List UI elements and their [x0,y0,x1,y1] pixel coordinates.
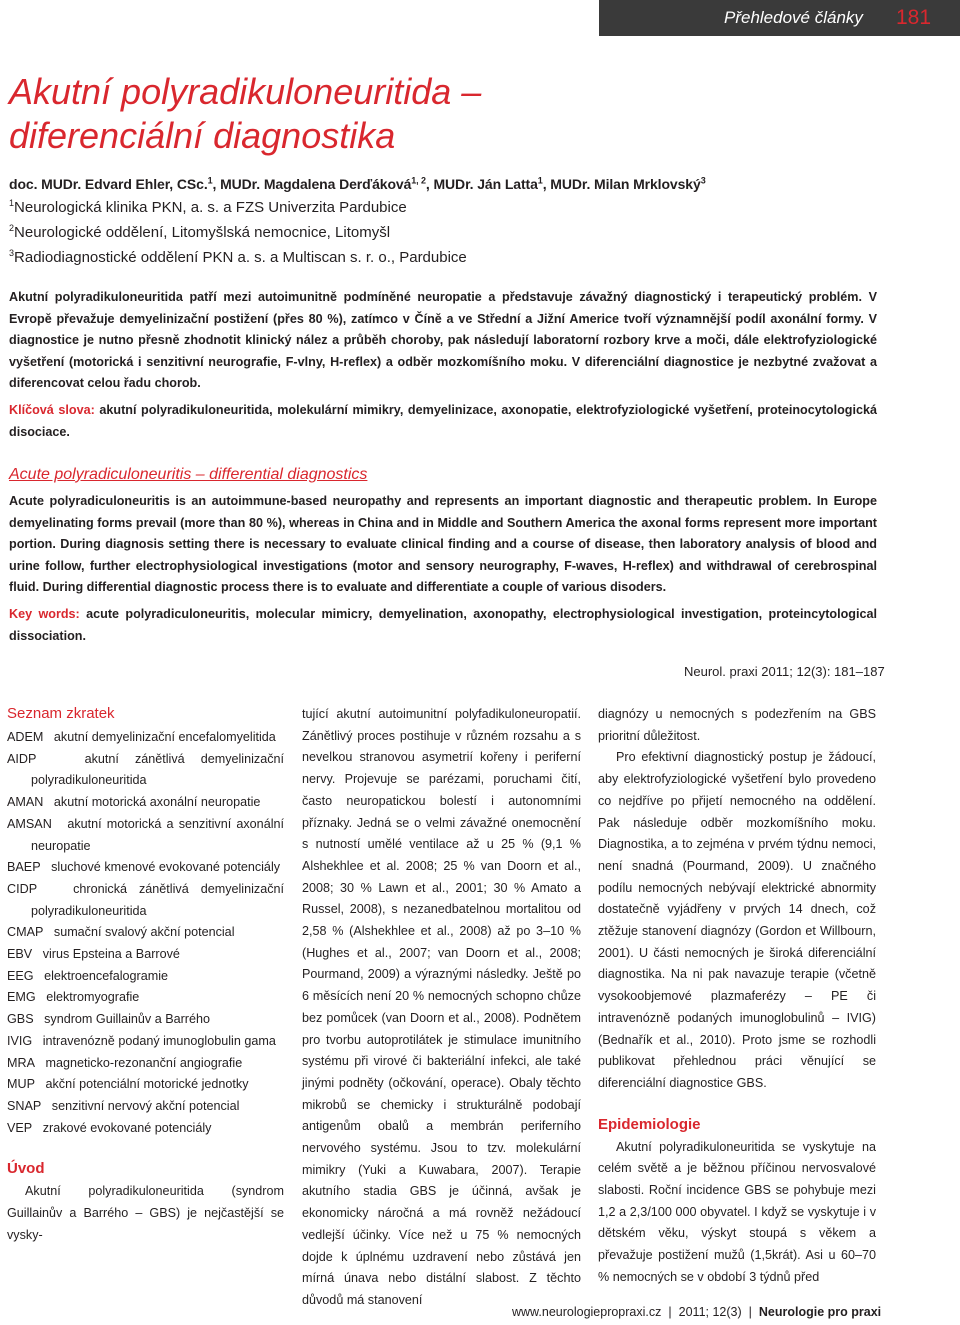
header-bar [599,0,960,36]
affiliation-mark: 2 [9,223,15,233]
keywords-text: acute polyradiculoneuritis, molecular mimicry, demyelination, axonopathy, electrophysiological investigation, proteincytological dissociation. [9,607,877,643]
article-title: Akutní polyradikuloneuritida – diferenciální diagnostika [9,71,482,156]
abbreviation-meaning: zrakové evokované potenciály [42,1120,212,1135]
affiliation-text: Radiodiagnostické oddělení PKN a. s. a Multiscan s. r. o., Pardubice [14,249,467,266]
abbreviation: SNAP [7,1098,42,1113]
abbreviation: CIDP [7,881,38,896]
affiliation [9,199,407,216]
abbreviation-item [7,792,284,814]
abbreviation-meaning: akutní motorická axonální neuropatie [53,795,261,810]
abbreviation: CMAP [7,925,44,940]
abbreviations-heading: Seznam zkratek [7,705,115,722]
footer-url[interactable]: www.neurologiepropraxi.cz [512,1305,662,1319]
abbreviation: EEG [7,968,34,983]
abbreviation-item [7,1031,284,1053]
abbreviation-meaning: intravenózně podaný imunoglobulin gama [42,1033,276,1048]
affiliation-text: Neurologické oddělení, Litomyšlská nemocnice, Litomyšl [14,224,391,241]
abbreviation-item [7,922,284,944]
abbreviation-item [7,1096,284,1118]
abbreviation-item [7,987,284,1009]
keywords-czech [9,400,877,443]
abbreviation-item [7,727,284,749]
abbreviation-item [7,944,284,966]
author-affiliation-mark: 1 [537,175,543,186]
column-3 [598,704,876,1289]
abbreviation-meaning: akční potenciální motorické jednotky [45,1077,249,1092]
abbreviation-meaning: chronická zánětlivá demyelinizační polyradikuloneuritida [31,881,284,918]
abbreviation-item [7,1118,284,1140]
affiliation [9,224,390,241]
abbreviation-item [7,857,284,879]
intro-heading: Úvod [7,1160,45,1178]
author-name: , MUDr. Milan Mrklovský [542,176,701,192]
abbreviation-item [7,966,284,988]
abbreviation: IVIG [7,1033,33,1048]
english-title: Acute polyradiculoneuritis – differential diagnostics [9,466,368,483]
abbreviation-meaning: elektroencefalogramie [44,968,169,983]
abbreviation-item [7,814,284,857]
abbreviation: AMSAN [7,816,52,831]
keywords-text: akutní polyradikuloneuritida, molekulární mimikry, demyelinizace, axonopatie, elektrofyziologické vyšetření, proteinocytologická disociace. [9,403,878,439]
abbreviation-meaning: senzitivní nervový akční potencial [51,1098,240,1113]
intro-paragraph-continued: tující akutní autoimunitní polyfadikuloneuropatií. Zánětlivý proces postihuje v různém rozsahu a s nevelkou stranovou asymetrií kořeny i periferní nervy. Projevuje se parézami, poruchami čití, často neuropatickou bolestí i autonomními příznaky. Jedná se o velmi závažné onemocnění s nutností umělé ventilace až u 25 % (9,1 % Alshekhlee et al. 2008; 25 % van Doorn et al., 2008; 30 % Lawn et al., 2001; 30 % Amato a Russel, 2008), s nezanedbatelnou mortalitou od 2,58 % (Alshekhlee et al., 2008) až po 3–10 % (Hughes et al., 2007; van Doorn et al., 2008; Pourmand, 2009) a výraznými následky. Ještě po 6 měsících není 20 % nemocných schopno chůze bez pomůcek (van Doorn et al., 2008). Podnětem pro tvorbu autoprotilátek je stimulace imunitního systému při virové či bakteriální infekci, ale také jinými podněty (očkování, operace). Obaly těchto mikrobů se chemicky i strukturálně podobají antigenům obalů a membrán periferního nervového systému. Jsou to tzv. molekulární mimikry (Yuki a Kuwabara, 2007). Terapie akutního stadia GBS je účinná, avšak je ekonomicky náročná a má rovněž nežádoucí vedlejší účinky. Více než u 75 % nemocných dojde k úplnému uzdravení nebo zůstává jen mírná únava nebo distální slabost. Z těchto důvodů má stanovení [302,707,581,1307]
keywords-label: Klíčová slova: [9,403,95,417]
abbreviation-meaning: virus Epsteina a Barrové [42,947,180,962]
column-1 [7,704,284,1246]
abbreviation-meaning: akutní motorická a senzitivní axonální neuropatie [31,816,284,853]
page-number: 181 [896,6,932,29]
affiliation-text: Neurologická klinika PKN, a. s. a FZS Univerzita Pardubice [14,199,407,216]
abbreviations-list [7,727,284,1139]
abbreviation: EMG [7,990,36,1005]
abbreviation: AIDP [7,751,37,766]
author-affiliation-mark: 3 [700,175,706,186]
abbreviation-meaning: akutní demyelinizační encefalomyelitida [53,730,276,744]
intro-paragraph-end: diagnózy u nemocných s podezřením na GBS prioritní důležitost. [598,707,876,743]
abbreviation: GBS [7,1012,34,1027]
abbreviation-item [7,1053,284,1075]
abbreviation: AMAN [7,795,44,810]
abbreviation: MUP [7,1077,35,1092]
abstract-czech: Akutní polyradikuloneuritida patří mezi autoimunitně podmíněné neuropatie a představuje závažný diagnostický i terapeutický problém. V Evropě převažuje demyelinizační postižení (přes 80 %), zatímco v Číně a ve Střední a Jižní Americe tvoří významnější podíl axonální formy. V diagnostice je nutno přesně zhodnotit klinický nález a průběh choroby, pak následují laboratorní rozbory krve a moči, dále elektrofyziologické vyšetření (motorická i senzitivní neurografie, F-vlny, H-reflex) a odběr mozkomíšního moku. V diferenciální diagnostice je nezbytné zvažovat a diferencovat celou řadu chorob. [9,290,877,391]
abbreviation-item [7,879,284,922]
author-affiliation-mark: 1 [207,175,213,186]
affiliation-mark: 1 [9,198,15,208]
abbreviation-item [7,749,284,792]
author-name: , MUDr. Ján Latta [425,176,538,192]
abbreviation: EBV [7,947,33,962]
footer-journal: Neurologie pro praxi [758,1305,882,1319]
column-2 [302,704,581,1312]
keywords-english [9,604,877,647]
abstract-english: Acute polyradiculoneuritis is an autoimmune-based neuropathy and represents an important diagnostic and therapeutic problem. In Europe demyelinating forms prevail (more than 80 %), whereas in China and in Middle and Southern America the axonal forms represent more important portion. During diagnosis setting there is necessary to evaluate clinical finding and a course of disease, then laboratory analysis of blood and urine follow, further electrophysiological investigations (motor and sensory neurography, F-waves, H-reflex) and withdrawal of cerebrospinal fluid. During differential diagnostic process there is to evaluate and differentiate a couple of various disoders. [9,494,877,595]
abbreviation-meaning: akutní zánětlivá demyelinizační polyradikuloneuritida [31,751,284,788]
footer-issue: 2011; 12(3) [678,1305,742,1319]
page-footer: www.neurologiepropraxi.cz | 2011; 12(3) | Neurologie pro praxi [512,1305,882,1319]
abbreviation-item [7,1074,284,1096]
diagnostics-paragraph: Pro efektivní diagnostický postup je žádoucí, aby elektrofyziologické vyšetření bylo provedeno co nejdříve po přijetí nemocného na oddělení. Pak následuje odběr mozkomíšního moku. Diagnostika, a to zejména v prvém týdnu nemoci, není snadná (Pourmand, 2009). U značného podílu nemocných nebývají elektrické abnormity dostatečně vyjádřeny v prvých 14 dnech, což ztěžuje stanovení diagnózy (Gordon et Willbourn, 2001). U části nemocných je široká diferenciální diagnostika. Na ni pak navazuje terapie (včetně vysokoobjemové plazmaferézy – PE či intravenózně podaných imunoglobulinů – IVIG) (Bednařík et al., 2010). Proto jsme se rozhodli publikovat přehlednou práci věnující se diferenciální diagnostice GBS. [598,750,876,1090]
author-line [9,176,706,192]
abbreviation-item [7,1009,284,1031]
section-label: Přehledové články [724,8,863,27]
citation: Neurol. praxi 2011; 12(3): 181–187 [684,664,885,679]
abbreviation: VEP [7,1120,33,1135]
abbreviation: BAEP [7,860,41,875]
author-name: , MUDr. Magdalena Derďáková [212,176,412,192]
affiliation-mark: 3 [9,248,15,258]
abbreviation-meaning: elektromyografie [46,990,140,1005]
abbreviation-meaning: syndrom Guillainův a Barrého [44,1012,211,1027]
intro-paragraph: Akutní polyradikuloneuritida (syndrom Guillainův a Barrého – GBS) je nejčastější se vysky- [7,1184,284,1242]
abbreviation-meaning: sluchové kmenové evokované potenciály [51,860,281,875]
epidemiology-heading: Epidemiologie [598,1115,701,1133]
affiliation [9,249,467,266]
keywords-label: Key words: [9,607,80,621]
author-affiliation-mark: 1, 2 [411,175,426,186]
abbreviation-meaning: magneticko-rezonanční angiografie [45,1055,243,1070]
abbreviation: MRA [7,1055,35,1070]
epidemiology-paragraph: Akutní polyradikuloneuritida se vyskytuje na celém světě a je běžnou příčinou nervosvalové slabosti. Roční incidence GBS se pohybuje mezi 1,2 a 2,3/100 000 obyvatel. I když se vyskytuje i v dětském věku, výskyt stoupá s věkem a převažuje postižení mužů (1,5krát). Asi u 60–70 % nemocných se v období 3 týdnů před [598,1139,876,1284]
abbreviation-meaning: sumační svalový akční potencial [53,925,235,940]
abbreviation: ADEM [7,730,44,744]
author-name: doc. MUDr. Edvard Ehler, CSc. [9,176,208,192]
